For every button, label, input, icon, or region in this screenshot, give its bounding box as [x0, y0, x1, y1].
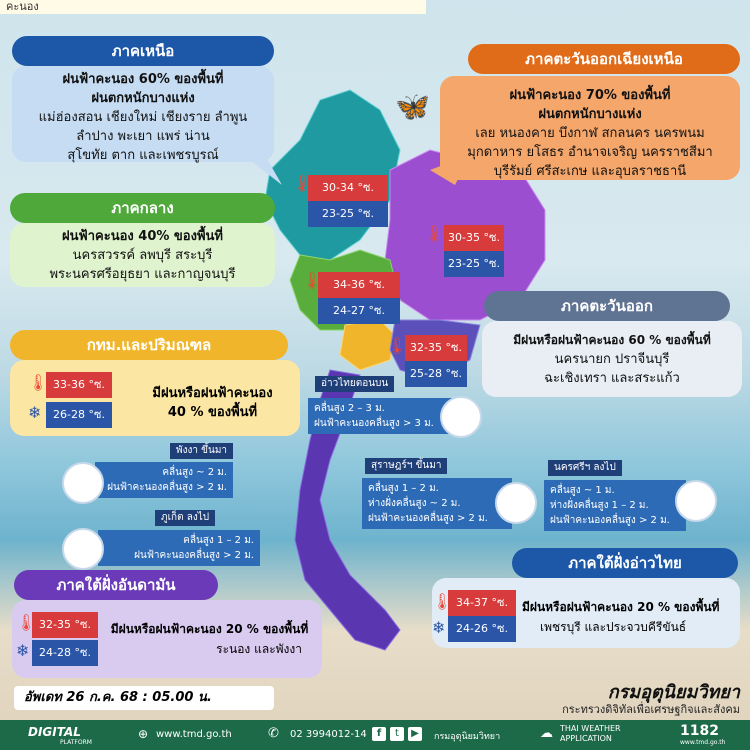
central-title: ภาคกลาง [10, 193, 275, 223]
central-temp-high: 34-36 °ซ. [318, 272, 400, 298]
hotline-number[interactable]: 1182 [680, 723, 719, 739]
central-line2: นครสวรรค์ ลพบุรี สระบุรี [72, 248, 213, 263]
bangkok-line2: 40 % ของพื้นที่ [167, 405, 258, 420]
south-gulf-title: ภาคใต้ฝั่งอ่าวไทย [512, 548, 738, 578]
south-gulf-line2: เพชรบุรี และประจวบคีรีขันธ์ [540, 620, 687, 634]
wave-upper-gulf-l1: คลื่นสูง 2 – 3 ม. [314, 403, 385, 414]
wave-label-nakhon: นครศรีฯ ลงไป [548, 460, 622, 476]
thermometer-icon: 🌡 [424, 224, 445, 243]
wave-nakhon-l1: คลื่นสูง ~ 1 ม. [550, 485, 615, 496]
wave-phangnga-l1: คลื่นสูง ~ 2 ม. [162, 467, 227, 478]
app-label[interactable]: THAI WEATHER APPLICATION [560, 724, 621, 743]
wave-phangnga-l2: ฝนฟ้าคะนองคลื่นสูง > 2 ม. [107, 482, 227, 493]
wave-nakhon-l3: ฝนฟ้าคะนองคลื่นสูง > 2 ม. [550, 515, 670, 526]
twitter-icon[interactable]: t [390, 727, 404, 741]
wave-nakhon-l2: ห่างฝั่งคลื่นสูง 1 – 2 ม. [550, 500, 649, 511]
ship-icon [440, 396, 482, 438]
northeast-box [440, 76, 740, 180]
footer-dept: กรมอุตุนิยมวิทยา [434, 732, 501, 742]
wave-surat-l1: คลื่นสูง 1 – 2 ม. [368, 483, 439, 494]
northeast-line2: ฝนตกหนักบางแห่ง [538, 107, 642, 122]
northeast-temp-low: 23-25 °ซ. [444, 251, 504, 277]
north-temp-low: 23-25 °ซ. [308, 201, 388, 227]
northeast-line5: บุรีรัมย์ ศรีสะเกษ และอุบลราชธานี [493, 164, 687, 179]
wave-phuket-l1: คลื่นสูง 1 – 2 ม. [183, 535, 254, 546]
central-temp-low: 24-27 °ซ. [318, 298, 400, 324]
snowflake-icon: ❄ [28, 403, 42, 422]
update-timestamp: อัพเดท 26 ก.ค. 68 : 05.00 น. [14, 686, 274, 710]
ship-icon [62, 528, 104, 570]
north-title: ภาคเหนือ [12, 36, 274, 66]
east-line3: ฉะเชิงเทรา และสระแก้ว [544, 371, 680, 386]
south-gulf-temp-low: 24-26 °ซ. [448, 616, 516, 642]
central-line3: พระนครศรีอยุธยา และกาญจนบุรี [49, 267, 236, 282]
north-box [12, 66, 274, 162]
wave-surat-l2: ห่างฝั่งคลื่นสูง ~ 2 ม. [368, 498, 461, 509]
thermometer-icon: 🌡 [28, 373, 49, 392]
platform-label: PLATFORM [60, 739, 92, 746]
central-line1: ฝนฟ้าคะนอง 40% ของพื้นที่ [62, 229, 223, 244]
wave-box-surat [362, 478, 512, 529]
east-line2: นครนายก ปราจีนบุรี [554, 352, 670, 367]
wave-label-upper-gulf: อ่าวไทยตอนบน [315, 376, 394, 392]
bangkok-temp-high: 33-36 °ซ. [46, 372, 112, 398]
facebook-icon[interactable]: f [372, 727, 386, 741]
northeast-line3: เลย หนองคาย บึงกาฬ สกลนคร นครพนม [475, 126, 705, 141]
south-gulf-temp-high: 34-37 °ซ. [448, 590, 516, 616]
wave-box-upper-gulf [308, 398, 460, 434]
northeast-line1: ฝนฟ้าคะนอง 70% ของพื้นที่ [509, 88, 671, 103]
ship-icon [495, 482, 537, 524]
digital-label: DIGITAL [28, 725, 81, 739]
north-temp-high: 30-34 °ซ. [308, 175, 388, 201]
central-box [10, 223, 275, 287]
east-title: ภาคตะวันออก [484, 291, 730, 321]
north-line3: แม่ฮ่องสอน เชียงใหม่ เชียงราย ลำพูน [38, 110, 248, 125]
app-icon: ☁ [540, 726, 553, 741]
bangkok-line1: มีฝนหรือฝนฟ้าคะนอง [152, 386, 273, 401]
globe-icon: ⊕ [138, 727, 149, 741]
south-andaman-temp-low: 24-28 °ซ. [32, 640, 98, 666]
wave-label-phangnga: พังงา ขึ้นมา [170, 443, 233, 459]
wave-label-phuket: ภูเก็ต ลงไป [155, 510, 215, 526]
thermometer-icon: 🌡 [432, 592, 453, 611]
wave-box-nakhon [544, 480, 686, 531]
youtube-icon[interactable]: ▶ [408, 727, 422, 741]
website-link[interactable]: www.tmd.go.th [156, 729, 232, 740]
northeast-line4: มุกดาหาร ยโสธร อำนาจเจริญ นครราชสีมา [467, 145, 713, 160]
snowflake-icon: ❄ [432, 618, 446, 637]
phone-icon: ✆ [268, 726, 279, 741]
east-temp-high: 32-35 °ซ. [405, 335, 467, 361]
north-line2: ฝนตกหนักบางแห่ง [91, 91, 195, 106]
thermometer-icon: 🌡 [387, 336, 408, 355]
south-gulf-line1: มีฝนหรือฝนฟ้าคะนอง 20 % ของพื้นที่ [522, 600, 720, 614]
north-line4: ลำปาง พะเยา แพร่ น่าน [76, 129, 210, 144]
northeast-title: ภาคตะวันออกเฉียงเหนือ [468, 44, 740, 74]
thermometer-icon: 🌡 [302, 271, 323, 290]
north-line5: สุโขทัย ตาก และเพชรบูรณ์ [67, 148, 219, 163]
wave-phuket-l2: ฝนฟ้าคะนองคลื่นสูง > 2 ม. [134, 550, 254, 561]
east-line1: มีฝนหรือฝนฟ้าคะนอง 60 % ของพื้นที่ [513, 333, 711, 347]
wave-surat-l3: ฝนฟ้าคะนองคลื่นสูง > 2 ม. [368, 513, 488, 524]
bangkok-title: กทม.และปริมณฑล [10, 330, 288, 360]
wave-box-phuket [98, 530, 260, 566]
ship-icon [675, 480, 717, 522]
brand-title: กรมอุตุนิยมวิทยา [607, 682, 740, 703]
south-andaman-line1: มีฝนหรือฝนฟ้าคะนอง 20 % ของพื้นที่ [110, 622, 309, 636]
brand-subtitle: กระทรวงดิจิทัลเพื่อเศรษฐกิจและสังคม [562, 703, 740, 716]
south-andaman-line2: ระนอง และพังงา [216, 642, 302, 656]
south-andaman-title: ภาคใต้ฝั่งอันดามัน [14, 570, 218, 600]
thermometer-icon: 🌡 [292, 174, 313, 193]
north-line1: ฝนฟ้าคะนอง 60% ของพื้นที่ [62, 72, 224, 87]
ship-icon [62, 462, 104, 504]
south-andaman-temp-high: 32-35 °ซ. [32, 612, 98, 638]
wave-upper-gulf-l2: ฝนฟ้าคะนองคลื่นสูง > 3 ม. [314, 418, 434, 429]
wave-box-phangnga [95, 462, 233, 498]
northeast-temp-high: 30-35 °ซ. [444, 225, 504, 251]
bangkok-temp-low: 26-28 °ซ. [46, 402, 112, 428]
snowflake-icon: ❄ [16, 641, 30, 660]
butterfly-icon: 🦋 [395, 90, 430, 123]
wave-label-surat: สุราษฎร์ฯ ขึ้นมา [365, 458, 447, 474]
east-temp-low: 25-28 °ซ. [405, 361, 467, 387]
top-text: คะนอง [0, 0, 426, 14]
thermometer-icon: 🌡 [16, 613, 37, 632]
footer-bar [0, 720, 750, 750]
phone-link[interactable]: 02 3994012-14 [290, 729, 367, 740]
hotline-site: www.tmd.go.th [680, 739, 726, 746]
east-box [482, 321, 742, 397]
